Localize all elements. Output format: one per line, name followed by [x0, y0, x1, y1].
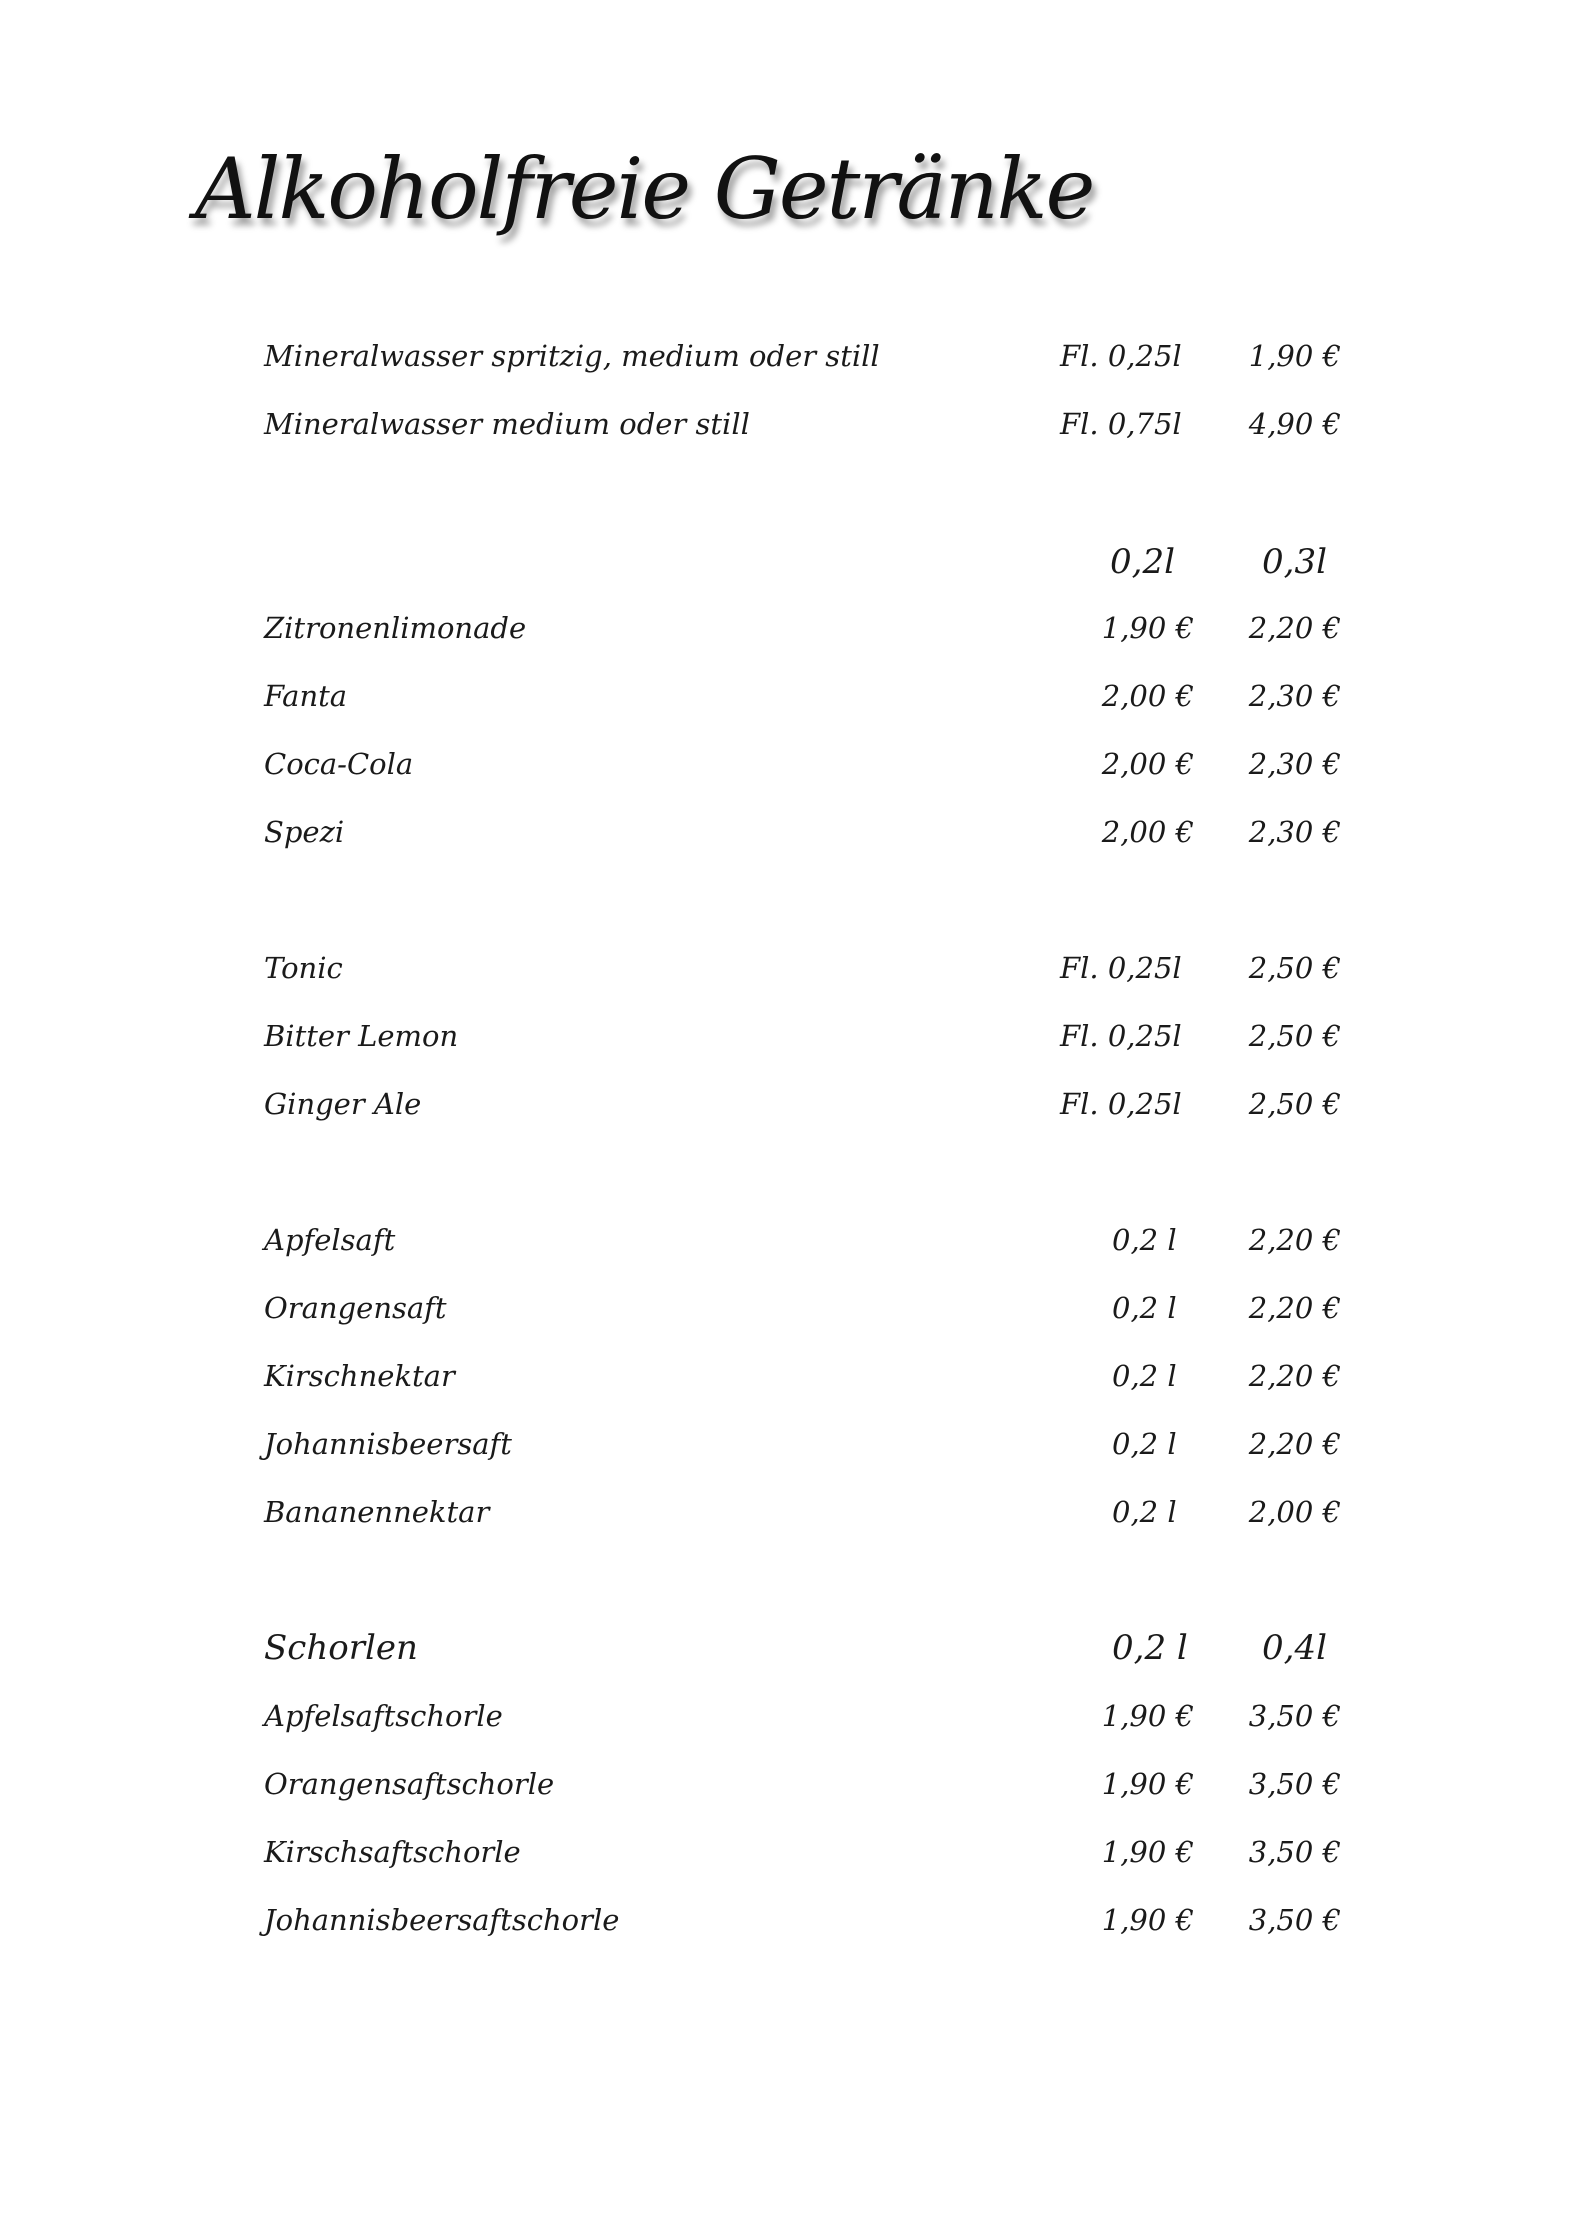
section-heading-schorlen [0, 1622, 1571, 1674]
size-header-col1: 0,2 l [1112, 1628, 1188, 1668]
item-price: 2,20 € [1248, 1359, 1341, 1393]
item-price-large: 3,50 € [1248, 1835, 1341, 1869]
item-name: Kirschnektar [264, 1359, 455, 1393]
item-name: Johannisbeersaftschorle [264, 1903, 620, 1937]
menu-item [0, 670, 1571, 722]
item-name: Kirschsaftschorle [264, 1835, 521, 1869]
menu-item [0, 942, 1571, 994]
item-price: 2,20 € [1248, 1427, 1341, 1461]
item-name: Orangensaftschorle [264, 1767, 555, 1801]
menu-item [0, 1418, 1571, 1470]
item-name: Apfelsaft [264, 1223, 396, 1257]
item-price-small: 2,00 € [1101, 679, 1194, 713]
menu-item [0, 738, 1571, 790]
item-price: 2,00 € [1248, 1495, 1341, 1529]
item-size: Fl. 0,25l [1060, 339, 1182, 373]
item-price-large: 3,50 € [1248, 1903, 1341, 1937]
item-name: Spezi [264, 815, 345, 849]
item-size: Fl. 0,75l [1060, 407, 1182, 441]
menu-item [0, 1826, 1571, 1878]
item-name: Mineralwasser medium oder still [264, 407, 750, 441]
item-price-small: 2,00 € [1101, 747, 1194, 781]
size-header-col2: 0,3l [1262, 542, 1327, 582]
menu-item [0, 806, 1571, 858]
item-price: 2,50 € [1248, 1087, 1341, 1121]
item-price-large: 2,20 € [1248, 611, 1341, 645]
item-price: 2,50 € [1248, 951, 1341, 985]
item-name: Apfelsaftschorle [264, 1699, 503, 1733]
item-price: 4,90 € [1248, 407, 1341, 441]
page-title: Alkoholfreie Getränke [195, 140, 1094, 238]
item-size: 0,2 l [1112, 1427, 1177, 1461]
item-price-small: 2,00 € [1101, 815, 1194, 849]
item-price: 2,20 € [1248, 1223, 1341, 1257]
item-name: Johannisbeersaft [264, 1427, 512, 1461]
section-heading: Schorlen [264, 1628, 418, 1668]
item-name: Mineralwasser spritzig, medium oder still [264, 339, 880, 373]
item-price-small: 1,90 € [1101, 1767, 1194, 1801]
item-price-large: 2,30 € [1248, 815, 1341, 849]
item-name: Ginger Ale [264, 1087, 422, 1121]
item-price-large: 3,50 € [1248, 1699, 1341, 1733]
menu-item [0, 1486, 1571, 1538]
item-size: Fl. 0,25l [1060, 1019, 1182, 1053]
item-price: 2,20 € [1248, 1291, 1341, 1325]
item-price-small: 1,90 € [1101, 611, 1194, 645]
item-price: 1,90 € [1248, 339, 1341, 373]
menu-item [0, 398, 1571, 450]
menu-item [0, 1894, 1571, 1946]
size-header-col1: 0,2l [1110, 542, 1175, 582]
item-name: Bitter Lemon [264, 1019, 459, 1053]
item-size: Fl. 0,25l [1060, 951, 1182, 985]
menu-item [0, 1214, 1571, 1266]
menu-item [0, 1690, 1571, 1742]
size-header [0, 536, 1571, 588]
item-size: Fl. 0,25l [1060, 1087, 1182, 1121]
item-size: 0,2 l [1112, 1359, 1177, 1393]
item-name: Tonic [264, 951, 343, 985]
item-price: 2,50 € [1248, 1019, 1341, 1053]
item-name: Fanta [264, 679, 348, 713]
item-price-large: 2,30 € [1248, 679, 1341, 713]
menu-item [0, 1282, 1571, 1334]
item-price-small: 1,90 € [1101, 1903, 1194, 1937]
item-price-large: 3,50 € [1248, 1767, 1341, 1801]
item-size: 0,2 l [1112, 1495, 1177, 1529]
menu-item [0, 1350, 1571, 1402]
item-name: Zitronenlimonade [264, 611, 527, 645]
item-price-small: 1,90 € [1101, 1835, 1194, 1869]
menu-item [0, 1078, 1571, 1130]
menu-item [0, 1758, 1571, 1810]
item-name: Coca-Cola [264, 747, 414, 781]
menu-item [0, 602, 1571, 654]
menu-item [0, 330, 1571, 382]
item-name: Orangensaft [264, 1291, 447, 1325]
item-size: 0,2 l [1112, 1291, 1177, 1325]
item-size: 0,2 l [1112, 1223, 1177, 1257]
item-price-large: 2,30 € [1248, 747, 1341, 781]
menu-item [0, 1010, 1571, 1062]
item-price-small: 1,90 € [1101, 1699, 1194, 1733]
item-name: Bananennektar [264, 1495, 490, 1529]
size-header-col2: 0,4l [1262, 1628, 1327, 1668]
